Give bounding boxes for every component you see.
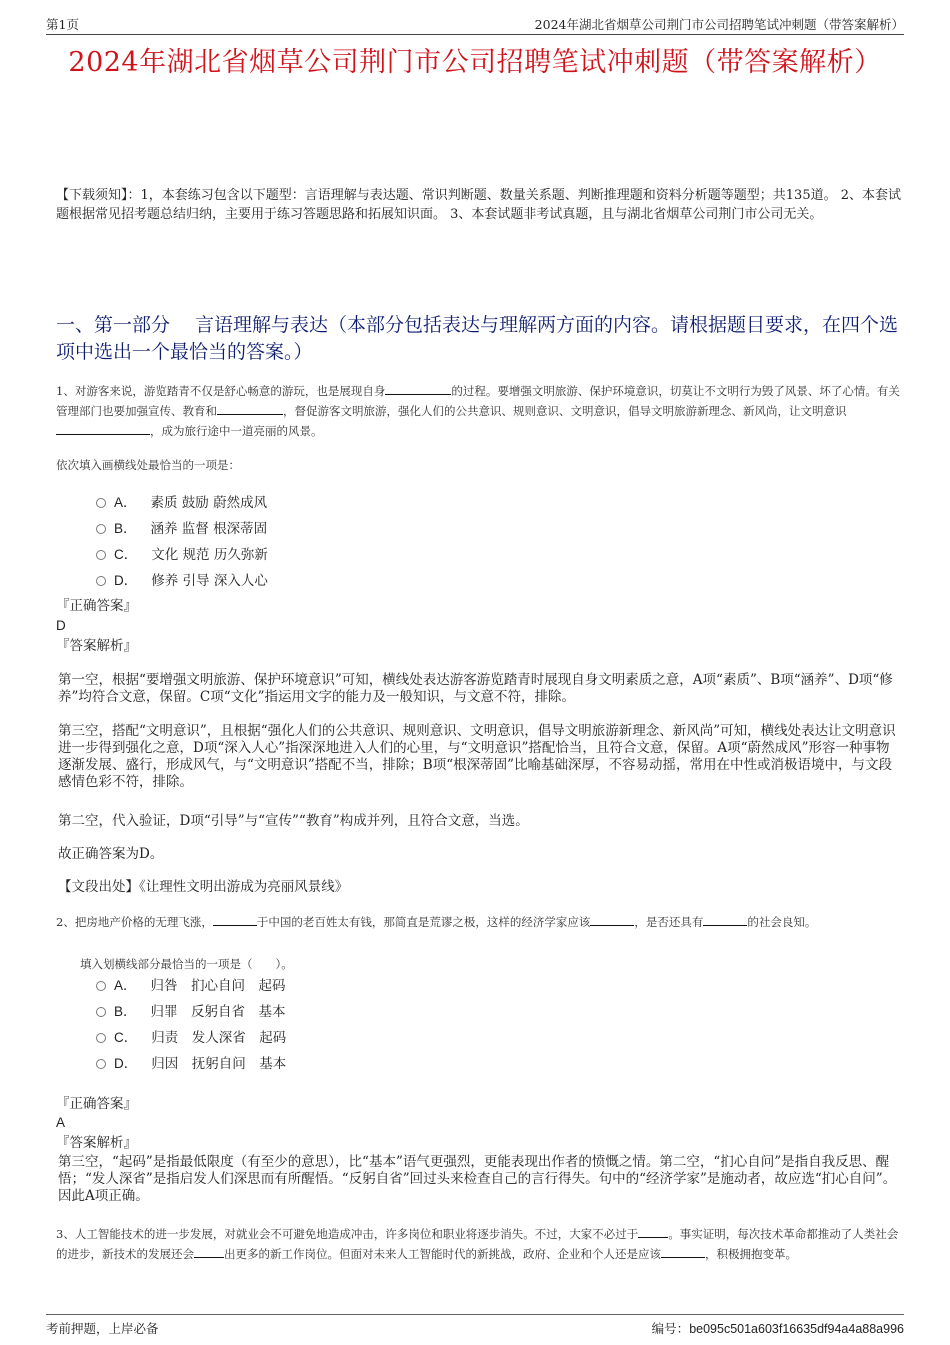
option-a[interactable]: A． 素质 鼓励 蔚然成风	[96, 488, 268, 514]
option-b[interactable]: B． 涵养 监督 根深蒂固	[96, 514, 268, 540]
section-heading: 一、第一部分 言语理解与表达（本部分包括表达与理解两方面的内容。请根据题目要求，在四个选项中选出一个最恰当的答案。）	[56, 314, 899, 363]
question-1-stem: 1、对游客来说，游览踏青不仅是舒心畅意的游玩，也是展现自身 的过程。要增强文明旅游、保护环境意识，切莫让不文明行为毁了风景、坏了心情。有关管理部门也要加强宣传、教育和 ，督促游客文明旅游，强化人们的公共意识、规则意识、文明意识，倡导文明旅游新理念、新风尚，让文明意识，成为旅行途中一道亮丽的风景。	[56, 384, 900, 438]
radio-icon[interactable]	[96, 498, 106, 508]
analysis-label: 『答案解析』	[56, 1135, 137, 1151]
option-d[interactable]: D． 归因 抚躬自问 基本	[96, 1049, 286, 1075]
option-d[interactable]: D． 修养 引导 深入人心	[96, 566, 268, 592]
blank	[194, 1245, 224, 1258]
answer-value: D	[56, 618, 66, 633]
page-header	[46, 12, 904, 35]
footer-slogan: 考前押题，上岸必备	[46, 1321, 159, 1336]
blank	[638, 1225, 668, 1238]
blank	[661, 1245, 705, 1258]
analysis-label: 『答案解析』	[56, 638, 137, 654]
blank	[385, 382, 451, 395]
blank	[213, 913, 257, 926]
analysis-paragraph: 故正确答案为D。	[58, 846, 164, 862]
question-2-stem: 2、把房地产价格的无理飞涨， 于中国的老百姓太有钱，那简直是荒谬之极，这样的经济学家应该 ，是否还具有 的社会良知。	[56, 915, 817, 929]
radio-icon[interactable]	[96, 1033, 106, 1043]
radio-icon[interactable]	[96, 1059, 106, 1069]
header-doc-title: 2024年湖北省烟草公司荆门市公司招聘笔试冲刺题（带答案解析）	[534, 17, 904, 32]
page-number: 第1页	[46, 17, 79, 32]
question-2-options	[96, 971, 286, 1075]
option-c[interactable]: C． 归责 发人深省 起码	[96, 1023, 286, 1049]
option-b[interactable]: B． 归罪 反躬自省 基本	[96, 997, 286, 1023]
question-1-options	[96, 488, 268, 592]
question-2-prompt: 填入划横线部分最恰当的一项是（ ）。	[80, 957, 293, 971]
option-a[interactable]: A． 归咎 扪心自问 起码	[96, 971, 286, 997]
analysis-paragraph: 第三空，搭配“文明意识”，且根据“强化人们的公共意识、规则意识、文明意识，倡导文明旅游新理念、新风尚”可知，横线处表达让文明意识进一步得到强化之意，D项“深入人心”指深深地进入人们的心里，与“文明意识”搭配恰当，且符合文意，保留。A项“蔚然成风”形容一种事物逐渐发展、盛行，形成风气，与“文明意识”搭配不当，排除；B项“根深蒂固”比喻基础深厚，不容易动摇，常用在中性或消极语境中，与文段感情色彩不符，排除。	[58, 723, 896, 790]
source-note: 【文段出处】《让理性文明出游成为亮丽风景线》	[58, 879, 349, 895]
question-1-prompt: 依次填入画横线处最恰当的一项是：	[56, 458, 240, 472]
blank	[56, 422, 150, 435]
download-notice: 【下载须知】：1，本套练习包含以下题型：言语理解与表达题、常识判断题、数量关系题、判断推理题和资料分析题等题型；共135道。 2、本套试题根据常见招考题总结归纳，主要用于练习答题思路和拓展知识面。 3、本套试题非考试真题，且与湖北省烟草公司荆门市公司无关。	[56, 188, 901, 222]
radio-icon[interactable]	[96, 981, 106, 991]
analysis-paragraph: 第一空，根据“要增强文明旅游、保护环境意识”可知，横线处表达游客游览踏青时展现自身文明素质之意，A项“素质”、B项“涵养”、D项“修养”均符合文意，保留。C项“文化”指运用文字的能力及一般知识，与文意不符，排除。	[58, 672, 893, 705]
blank	[590, 913, 634, 926]
analysis-paragraph: 第二空，代入验证，D项“引导”与“宣传”“教育”构成并列，且符合文意，当选。	[58, 813, 529, 829]
analysis-paragraph: 第三空，“起码”是指最低限度（有至少的意思），比“基本”语气更强烈，更能表现出作者的愤慨之情。第二空，“扪心自问”是指自我反思、醒悟；“发人深省”是指启发人们深思而有所醒悟。“反躬自省”回过头来检查自己的言行得失。句中的“经济学家”是施动者，故应选“扪心自问”。因此A项正确。	[58, 1154, 897, 1204]
page-footer	[46, 1314, 904, 1336]
question-3-stem: 3、人工智能技术的进一步发展，对就业会不可避免地造成冲击，许多岗位和职业将逐步消失。不过，大家不必过于 。事实证明，每次技术革命都推动了人类社会的进步，新技术的发展还会 出更多的新工作岗位。但面对未来人工智能时代的新挑战，政府、企业和个人还是应该 ，积极拥抱变革。	[56, 1227, 899, 1261]
answer-label: 『正确答案』	[56, 1096, 137, 1112]
radio-icon[interactable]	[96, 576, 106, 586]
option-c[interactable]: C． 文化 规范 历久弥新	[96, 540, 268, 566]
page-title: 2024年湖北省烟草公司荆门市公司招聘笔试冲刺题（带答案解析）	[68, 47, 882, 78]
answer-label: 『正确答案』	[56, 598, 137, 614]
document-code: 编号：be095c501a603f16635df94a4a88a996	[651, 1321, 904, 1336]
blank	[217, 402, 283, 415]
blank	[703, 913, 747, 926]
radio-icon[interactable]	[96, 524, 106, 534]
radio-icon[interactable]	[96, 1007, 106, 1017]
answer-value: A	[56, 1115, 66, 1130]
radio-icon[interactable]	[96, 550, 106, 560]
